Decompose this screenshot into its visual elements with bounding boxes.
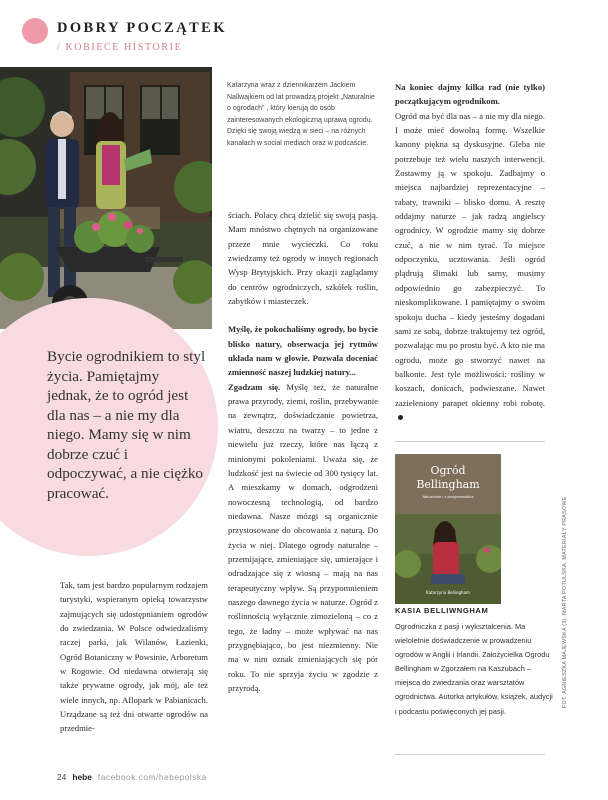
interview-question: Myślę, że pokochaliśmy ogrody, bo bycie blisko natury, obserwacja jej rytmów układa nam w głowie. Pozwala doceniać zmienność naszej ludzkiej natury... [228,324,378,378]
divider [395,441,545,442]
interview-question: Na koniec dajmy kilka rad (nie tylko) początkującym ogrodnikom. [395,82,545,107]
section-dot [22,18,48,44]
article-column-right [395,80,545,424]
end-mark [398,415,403,420]
book-title-line1: Ogród [430,464,466,477]
section-title: DOBRY POCZĄTEK [57,20,227,36]
divider [395,754,545,755]
book-cover [395,454,501,604]
author-name: KASIA BELLIWNGHAM [395,606,489,615]
photo-credit: FOT. AGNIESZKA MAJEWSKA (3), MARTA POTULSKA, MATERIAŁY PRASOWE [562,496,568,708]
garden-photo [0,67,212,329]
section-subtitle: / KOBIECE HISTORIE [57,42,183,53]
book-subtitle: Naturalnie i z przyjemnością [422,495,474,499]
social-link[interactable]: facebook.com/hebepolska [97,772,207,782]
answer-lead: Zgadzam się. [228,381,281,392]
photo-caption: Katarzyna wraz z dziennikarzem Jackiem Nallwajkiem od lat prowadzą projekt „Naturalnie o ogrodach" , który kierują do osób zainteresowanych ekologiczną uprawą ogrodu. Dzięki się swoją wiedzą w sieci – na różnych kanałach w social mediach oraz w podcaście. [227,82,375,147]
paragraph [228,380,378,696]
article-column-middle [228,208,378,695]
book-title-line2: Bellingham [416,478,480,491]
page-footer [57,772,207,782]
answer-text: Myślę też, że naturalne prawa przyrody, ziemi, roślin, przebywanie na zewnątrz, doświadczanie powietrza, wiatru, deszczu na twarzy – to jedne z niewielu już rzeczy, które nas łączą z minionymi pokoleniami. Uważa się, że ludzkość jest na świecie od 300 tysięcy lat. A mieszkamy w domach, odgrodzeni nowoczesną technologią, od bardzo niedawna. Nasze mózgi są organicznie przystosowane do obcowania z naturą. Do życia w niej. Dlatego ogrody naturalne – przemijające, zmieniające się, umierające i odradzające się z wiosną – mają na nas terapeutyczny wpływ. Są przypomnieniem naszego dawnego życia w naturze. Ogród z roślinnością wyłącznie zimozieloną – co z tego, że ładny – może wpływać na nas przygnębiająco, bo jest niezmienny. Nie ma w nim oznak zmieniających się pór roku. To nie sprzyja życiu w zgodzie z przyrodą. [228,381,379,693]
paragraph [395,109,545,425]
paragraph: Tak, tam jest bardzo popularnym rodzajem turystyki, wspieranym opieką towarzystw zajmujących się udostępnianiem ogrodów do zwiedzania. W Polsce odwiedzaliśmy raczej parki, jak Wilanów, Łazienki, Ogród Botaniczny w Powsinie, Arboretum w Rogowie. Od niedawna otwierają się także prywatne ogrody, jak mój, ale też wiele innych, np. Aflopark w Pabianicach. Urządzane są też dni otwarte ogrodów na przedmie- [60,580,208,734]
author-bio: Ogrodniczka z pasji i wykształcenia. Ma wieloletnie doświadczenie w prowadzeniu ogrodów w Anglii i Irlandii. Założycielka Ogrodu Bellingham w Zgorzałem na Kaszubach – miejsca do zwiedzania oraz warsztatów ogrodnictwa. Autorka artykułów, książek, audycji i podcastu poświęconych jej pasji. [395,622,553,716]
pullquote: Bycie ogrodnikiem to styl życia. Pamiętajmy jednak, że to ogród jest dla nas – a nie my dla niego. Mamy się w nim dobrze czuć i odpoczywać, a nie ciężko pracować. [47,348,206,502]
page-number: 24 [57,772,67,782]
brand-logo: hebe [72,772,92,782]
answer-text: Ogród ma być dla nas – a nie my dla niego. I może mieć dowolną formę. Wszelkie kanony piękna są dyskusyjne. Gleba nie potrzebuje też wielu naszych interwencji. Zostawmy ją w spokoju. Zadbajmy o miejsca najbardziej reprezentacyjne – rabaty, trawniki – blisko domu. A resztę oddajmy naturze – jak radzą angielscy ogrodnicy. W ogrodzie mamy się dobrze czuć, a nie w nim tyrać. To miejsce odpoczynku, ucztowania. Jeśli ogród plądrują ślimaki lub sarny, musimy odpowiednio go zabezpieczyć. To nieskomplikowane. I pamiętajmy o swoim spokoju ducha – kiedy jesteśmy dogadani sami ze sobą, dobrze traktujemy też ogród, pozwalając mu po prostu być. A kto nie ma ogrodu, może go stworzyć nawet na balkonie. Jest tyle możliwości: rośliny w koszach, donicach, podwieszane. Nawet zazieleniony parapet okienny robi robotę. [395,110,545,408]
article-column-left [60,578,208,736]
paragraph: ściach. Polacy chcą dzielić się swoją pasją. Mam mnóstwo chętnych na organizowane przeze mnie wycieczki. Co roku zwiedzamy też ogrody w innych regionach Wysp Brytyjskich. Przy okazji zaglądamy do centrów ogrodniczych, szkółek roślin, zabytków i miasteczek. [228,210,378,307]
book-author: Katarzyna Bellingham [426,590,470,595]
